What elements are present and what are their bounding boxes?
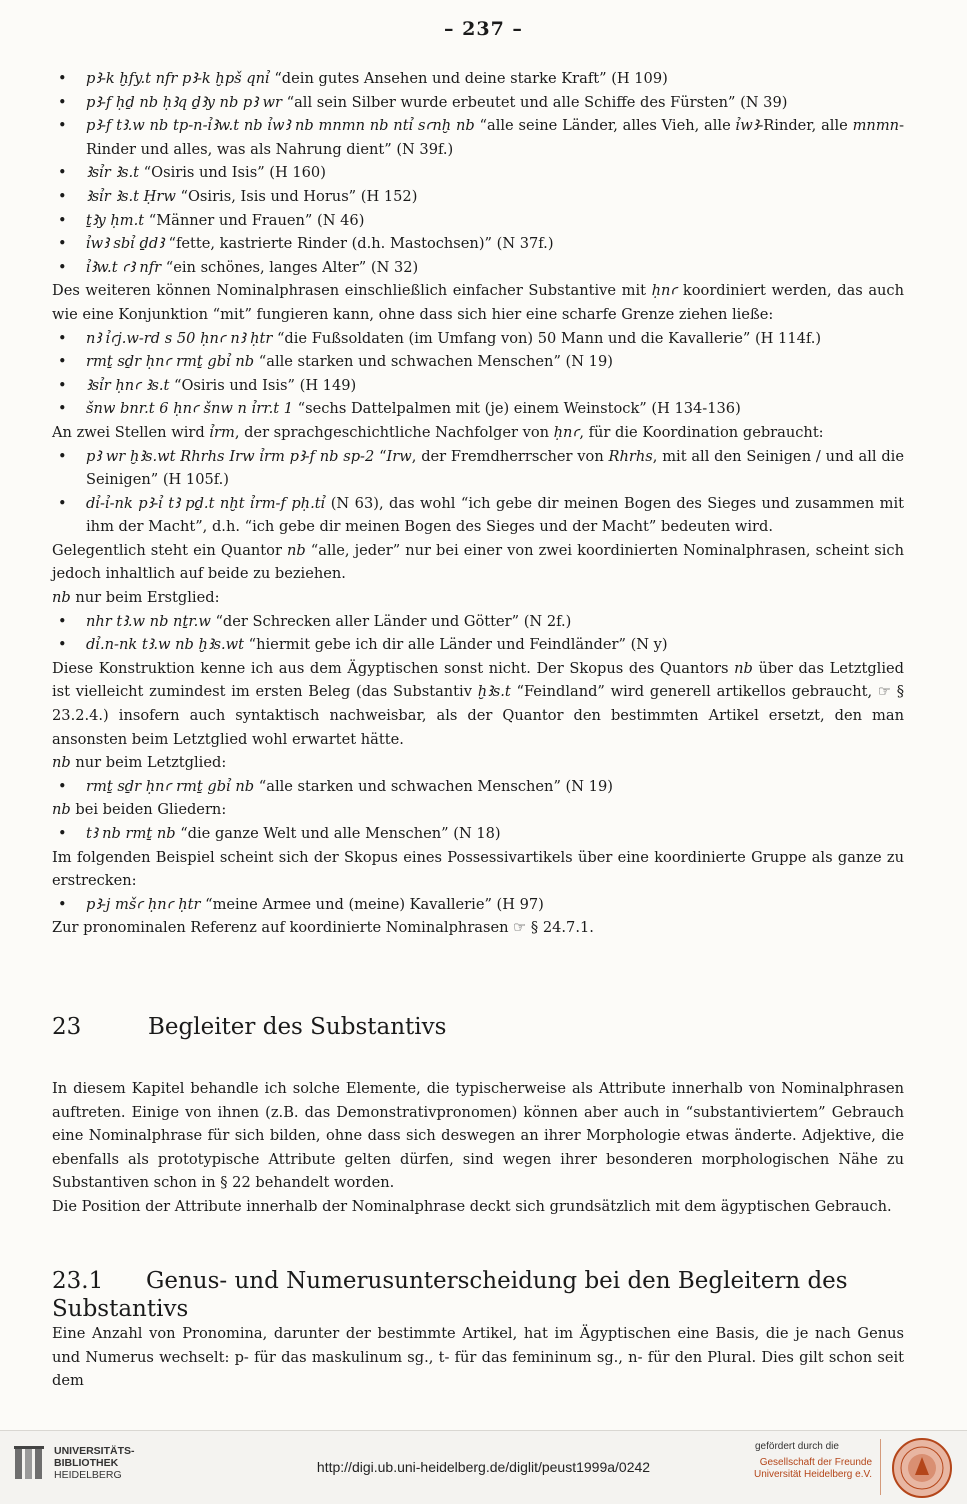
transliteration: rmṯ sḏr ḥnꜥ rmṯ gbỉ nb xyxy=(86,777,255,795)
translation: “der Schrecken aller Länder und Götter” (N 2f.) xyxy=(210,612,572,630)
paragraph: Gelegentlich steht ein Quantor nb “alle, jeder” nur bei einer von zwei koordinierten Nominalphrasen, scheint sich jedoch inhaltlich auf beide zu beziehen. xyxy=(52,541,904,583)
paragraph: Diese Konstruktion kenne ich aus dem Ägyptischen sonst nicht. Der Skopus des Quantors nb über das Letztglied ist vielleicht zumindest im ersten Beleg (das Substantiv ḫꜢs.t “Feindland” wird generell artikellos gebraucht, ☞ § 23.2.4.) insofern auch syntaktisch nachweisbar, als der Quantor den bestimmten Artikel ersetzt, den man ansonsten beim Letztglied wohl erwartet hätte. xyxy=(52,659,905,748)
translation: -Rinder und alles, was als Nahrung dient” (N 39f.) xyxy=(86,117,904,158)
transliteration: rmṯ sḏr ḥnꜥ rmṯ gbỉ nb xyxy=(86,353,255,371)
transliteration: šnw bnr.t 6 ḥnꜥ šnw n ỉrr.t 1 xyxy=(86,400,294,418)
translation: “fette, kastrierte Rinder (d.h. Mastochsen)” (N 37f.) xyxy=(163,235,554,253)
subheading: nb nur beim Letztglied: xyxy=(52,754,227,772)
translation: “Männer und Frauen” (N 46) xyxy=(144,211,365,229)
translation: “sechs Dattelpalmen mit (je) einem Weinstock” (H 134-136) xyxy=(293,400,741,418)
transliteration: tꜢ nb rmṯ nb xyxy=(86,825,176,842)
section-23-text xyxy=(52,1077,904,1219)
section-heading-23 xyxy=(52,1013,446,1041)
translation: “dein gutes Ansehen und deine starke Kraft” (H 109) xyxy=(269,70,668,87)
translation: , der Fremdherrscher von xyxy=(411,447,609,465)
transliteration: pꜢ-j mšꜥ ḥnꜥ ḥtr xyxy=(86,895,201,913)
transliteration: pꜢ-f ḥḏ nb ḥꜢq ḏꜢy nb pꜢ wr xyxy=(86,93,282,111)
translation: “alle seine Länder, alles Vieh, alle xyxy=(474,117,736,135)
translation: “Osiris und Isis” (H 160) xyxy=(139,164,326,182)
example-item xyxy=(52,893,904,917)
paragraph: Im folgenden Beispiel scheint sich der Skopus eines Possessivartikels über eine koordinierte Gruppe als ganze zu erstrecken: xyxy=(52,848,904,890)
translation: “all sein Silber wurde erbeutet und alle Schiffe des Fürsten” (N 39) xyxy=(282,93,788,111)
transliteration: nꜢ ỉꜥj.w-rd s 50 ḥnꜥ nꜢ ḥtr xyxy=(86,329,273,347)
sponsor-name[interactable]: Gesellschaft der Freunde Universität Heidelberg e.V. xyxy=(753,1457,872,1480)
subheading: nb nur beim Erstglied: xyxy=(52,589,220,607)
example-item xyxy=(52,633,904,657)
translation: “alle starken und schwachen Menschen” (N 19) xyxy=(254,353,613,371)
transliteration: Ꜣsỉr ḥnꜥ Ꜣs.t xyxy=(86,376,170,394)
transliteration: ỉꜢw.t ꜥꜢ nfr xyxy=(86,258,162,276)
transliteration: dỉ.n-nk tꜢ.w nb ḫꜢs.wt xyxy=(86,636,245,654)
example-item xyxy=(52,114,904,161)
transliteration: pꜢ wr ḫꜢs.wt Rhrhs Irw ỉrm pꜢ-f nb sp-2 xyxy=(86,447,375,465)
transliteration: Ꜣsỉr Ꜣs.t xyxy=(86,164,140,182)
example-list-f xyxy=(52,822,904,846)
divider xyxy=(880,1439,881,1495)
section-number: 23 xyxy=(52,1014,82,1040)
university-seal-icon[interactable] xyxy=(891,1437,953,1499)
example-list-g xyxy=(52,893,904,917)
transliteration: ṯꜢy ḥm.t xyxy=(86,211,145,229)
example-list-b xyxy=(52,327,904,421)
example-item xyxy=(52,492,904,539)
example-item xyxy=(52,822,904,846)
example-item xyxy=(52,445,904,492)
example-item xyxy=(52,775,904,799)
permalink-url[interactable]: http://digi.ub.uni-heidelberg.de/diglit/peust1999a/0242 xyxy=(316,1459,651,1475)
paragraph: In diesem Kapitel behandle ich solche Elemente, die typischerweise als Attribute innerhalb von Nominalphrasen auftreten. Einige von ihnen (z.B. das Demonstrativpronomen) können aber auch in “substantiviertem” Gebrauch eine Nominalphrase für sich bilden, ohne dass sich deswegen an ihrer Morphologie etwas änderte. Adjektive, die ebenfalls als prototypische Attribute gelten dürfen, sind wegen ihrer besonderen morphologischen Nähe zu Substantiven schon in § 22 behandelt worden. xyxy=(52,1080,904,1192)
section-heading-23-1 xyxy=(52,1267,967,1323)
translation: “alle starken und schwachen Menschen” (N 19) xyxy=(254,777,613,795)
translation: , mit all den Seinigen / und all die Seinigen” (H 105f.) xyxy=(86,447,904,489)
example-item xyxy=(52,161,904,185)
transliteration: ỉwꜢ xyxy=(735,117,759,135)
transliteration: pꜢ-f tꜢ.w nb tp-n-ỉꜢw.t nb ỉwꜢ nb mnmn nb ntỉ sꜥnḫ nb xyxy=(86,117,475,135)
translation: -Rinder, alle xyxy=(758,117,853,135)
subheading: nb bei beiden Gliedern: xyxy=(52,801,227,819)
translation: “ xyxy=(374,447,387,465)
transliteration: dỉ-ỉ-nk pꜢ-ỉ tꜢ pḏ.t nḫt ỉrm-f pḥ.tỉ xyxy=(86,494,326,512)
section-23-1-text xyxy=(52,1322,904,1393)
transliteration: nhr tꜢ.w nb nṯr.w xyxy=(86,612,211,630)
translation: “Osiris und Isis” (H 149) xyxy=(169,376,357,394)
paragraph: Des weiteren können Nominalphrasen einschließlich einfacher Substantive mit ḥnꜥ koordiniert werden, das auch wie eine Konjunktion “mit” fungieren kann, ohne dass sich hier eine scharfe Grenze ziehen ließe: xyxy=(52,282,905,323)
example-list-e xyxy=(52,775,904,799)
translation: (N 63), das wohl “ich gebe dir meinen Bogen des Sieges und zusammen mit ihm der Macht”, d.h. “ich gebe dir meinen Bogen des Sieges und der Macht” bedeuten wird. xyxy=(86,494,904,536)
example-item xyxy=(52,209,904,233)
sponsor-label: gefördert durch die xyxy=(755,1441,839,1452)
example-item xyxy=(52,397,904,421)
translation: “die ganze Welt und alle Menschen” (N 18) xyxy=(175,825,501,842)
transliteration: pꜢ-k ḫfy.t nfr pꜢ-k ḫpš qnỉ xyxy=(86,70,270,87)
transliteration: mnmn xyxy=(852,117,900,135)
transliteration: Rhrhs xyxy=(608,447,653,465)
paragraph: Die Position der Attribute innerhalb der Nominalphrase deckt sich grundsätzlich mit dem ägyptischen Gebrauch. xyxy=(52,1197,892,1215)
transliteration: ỉwꜢ sbỉ ḏdꜢ xyxy=(86,235,164,253)
section-title: Begleiter des Substantivs xyxy=(148,1014,447,1040)
example-item xyxy=(52,350,904,374)
section-number: 23.1 xyxy=(52,1268,104,1294)
paragraph: Eine Anzahl von Pronomina, darunter der bestimmte Artikel, hat im Ägyptischen eine Basis, die je nach Genus und Numerus wechselt: p- für das maskulinum sg., t- für das femininum sg., n- für den Plural. Dies gilt schon seit dem xyxy=(52,1325,904,1390)
example-item xyxy=(52,327,904,351)
translation: “die Fußsoldaten (im Umfang von) 50 Mann und die Kavallerie” (H 114f.) xyxy=(272,329,822,347)
example-item xyxy=(52,232,904,256)
example-item xyxy=(52,67,904,91)
translation: “ein schönes, langes Alter” (N 32) xyxy=(161,258,419,276)
transliteration: Irw xyxy=(386,447,412,465)
section-title: Genus- und Numerusunterscheidung bei den Begleitern des Substantivs xyxy=(52,1268,848,1322)
example-list-d xyxy=(52,610,904,657)
example-list-c xyxy=(52,445,904,539)
example-item xyxy=(52,610,904,634)
example-item xyxy=(52,185,904,209)
example-item xyxy=(52,91,904,115)
example-list-a xyxy=(52,67,904,279)
translation: “hiermit gebe ich dir alle Länder und Feindländer” (N y) xyxy=(244,636,668,654)
translation: “meine Armee und (meine) Kavallerie” (H 97) xyxy=(200,895,544,913)
paragraph: An zwei Stellen wird ỉrm, der sprachgeschichtliche Nachfolger von ḥnꜥ, für die Koordination gebraucht: xyxy=(52,423,824,441)
example-item xyxy=(52,256,904,280)
transliteration: Ꜣsỉr Ꜣs.t Ḥrw xyxy=(86,187,176,205)
example-item xyxy=(52,374,904,398)
page-number: – 237 – xyxy=(444,18,523,40)
library-name[interactable]: UNIVERSITÄTS- BIBLIOTHEK HEIDELBERG xyxy=(54,1445,135,1481)
main-text xyxy=(52,67,904,940)
translation: “Osiris, Isis und Horus” (H 152) xyxy=(175,187,418,205)
viewer-footer xyxy=(0,1430,967,1504)
cross-reference: Zur pronominalen Referenz auf koordinierte Nominalphrasen ☞ § 24.7.1. xyxy=(52,919,594,937)
